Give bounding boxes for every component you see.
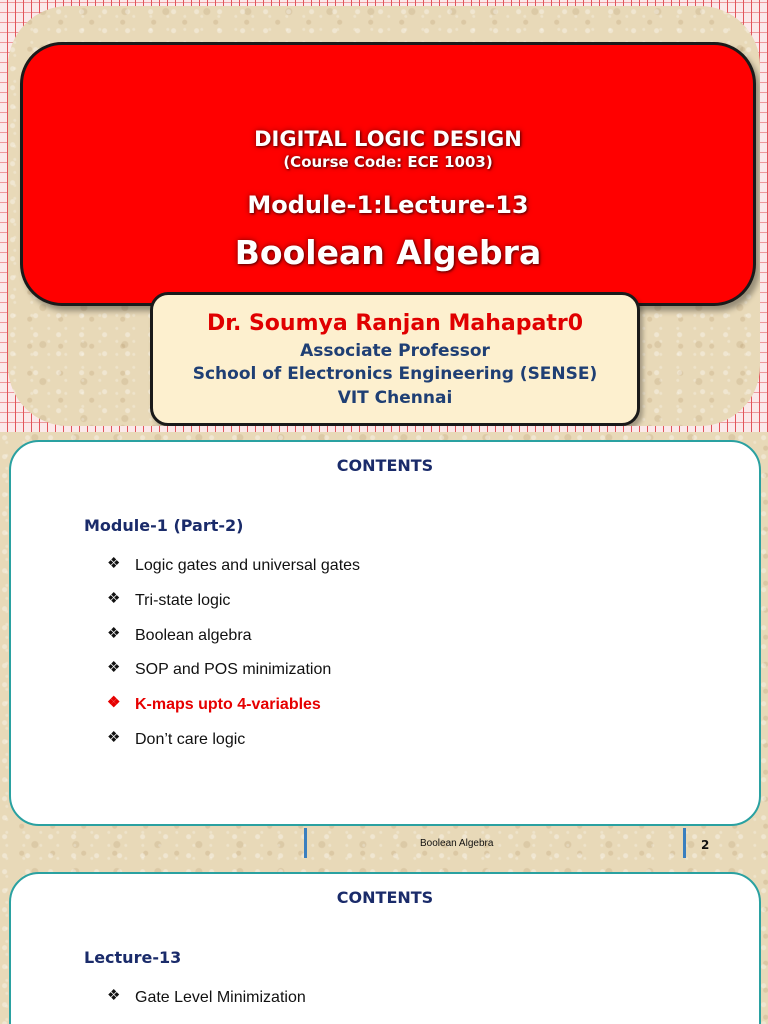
list-item-text: Gate Level Minimization [135,989,306,1006]
list-item-text: Boolean algebra [135,626,252,644]
topic-title: Boolean Algebra [234,233,542,272]
list-item-text: Don’t care logic [135,730,246,748]
contents-card [9,872,761,1024]
contents-card [9,440,761,826]
list-item-text: Logic gates and universal gates [135,557,361,574]
diamond-bullet-icon: ❖ [107,728,121,746]
title-slide-frame [8,6,760,426]
author-place: VIT Chennai [337,388,453,408]
footer-title: Boolean Algebra [420,838,494,849]
author-role: Associate Professor [300,341,490,361]
lecture-label: Module-1:Lecture-13 [247,191,529,219]
diamond-bullet-icon: ❖ [107,659,121,677]
list-item-text: K-maps upto 4-variables [135,696,321,714]
footer-divider [683,828,686,858]
list-item-text: SOP and POS minimization [135,661,332,679]
diamond-bullet-icon: ❖ [107,987,121,1004]
title-slide [0,0,768,432]
list-item-text: Tri-state logic [135,591,231,609]
title-banner [20,42,756,306]
lecture-contents-slide [0,866,768,1024]
diamond-bullet-icon: ❖ [107,624,121,642]
section-heading: Lecture-13 [84,948,182,967]
contents-heading: CONTENTS [336,456,434,475]
slide-footer [0,824,768,866]
footer-divider [304,828,307,858]
author-box [150,292,640,426]
course-title: DIGITAL LOGIC DESIGN [254,127,522,151]
page-number: 2 [701,838,710,852]
section-heading: Module-1 (Part-2) [84,516,244,535]
diamond-bullet-icon: ❖ [107,589,121,607]
diamond-bullet-icon: ❖ [107,694,121,712]
author-school: School of Electronics Engineering (SENSE) [192,364,598,384]
contents-slide [0,432,768,866]
course-code: (Course Code: ECE 1003) [283,153,493,171]
contents-heading: CONTENTS [336,888,434,907]
author-name: Dr. Soumya Ranjan Mahapatr0 [206,311,584,336]
diamond-bullet-icon: ❖ [107,555,121,572]
